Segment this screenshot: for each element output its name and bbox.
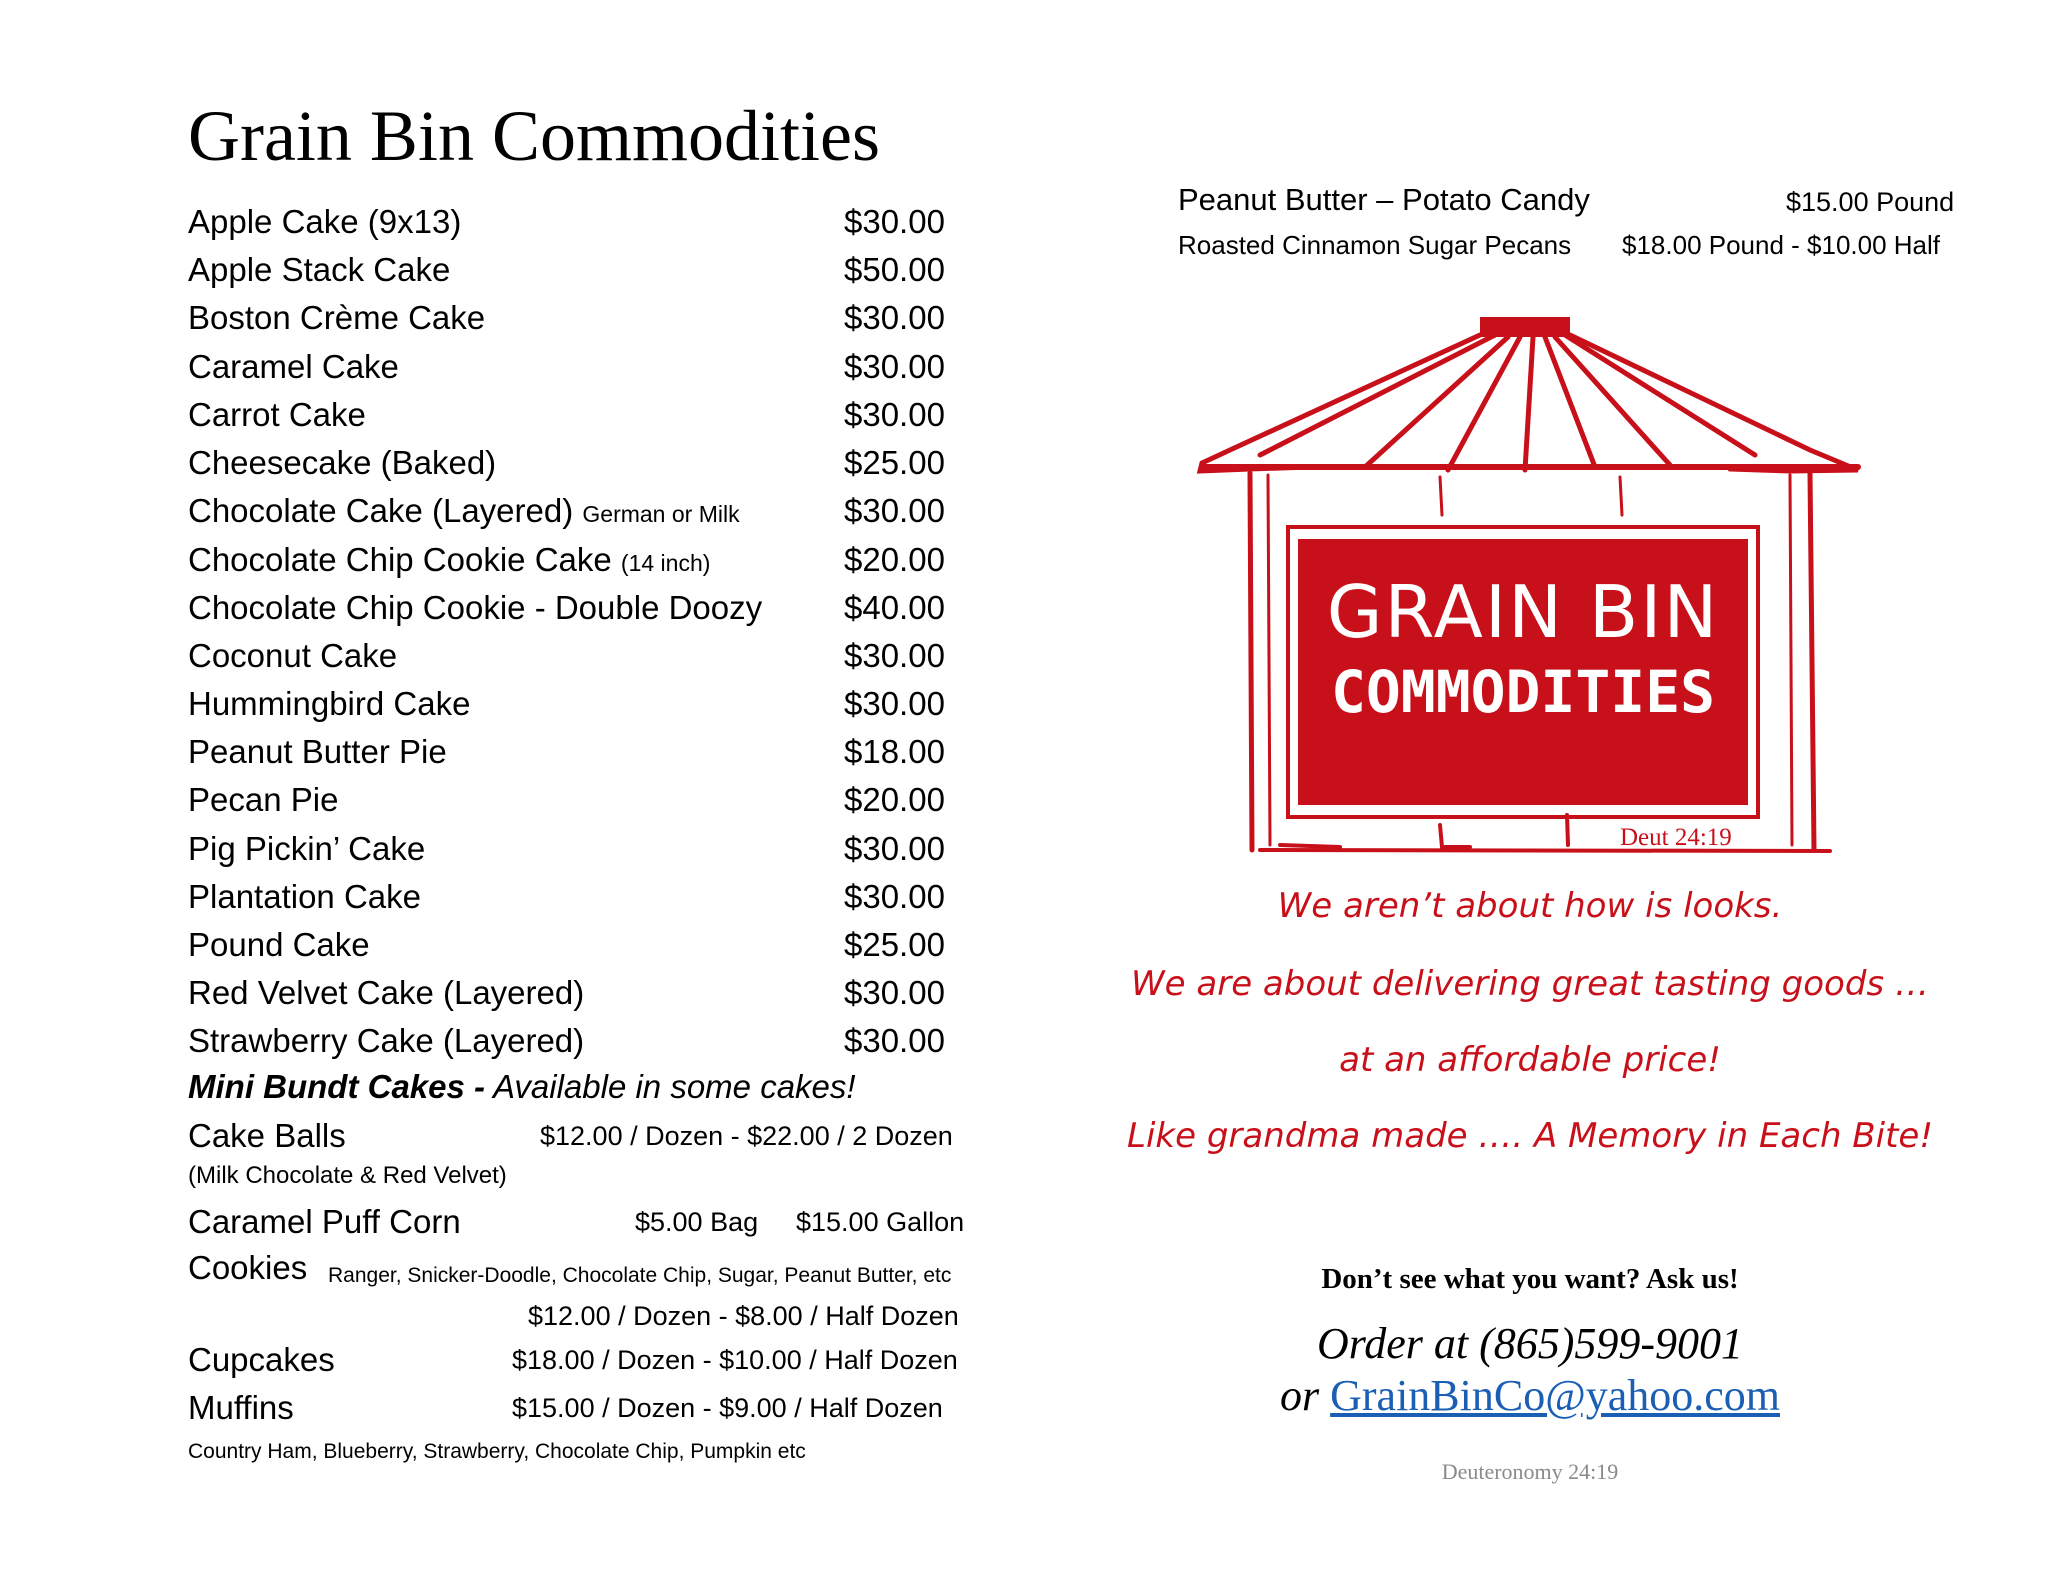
item-name: Caramel Cake [188, 348, 399, 385]
logo-line-2: COMMODITIES [1330, 658, 1716, 726]
item-price: $30.00 [844, 637, 945, 674]
puff-corn-gallon-price: $15.00 Gallon [796, 1207, 965, 1237]
item-price: $40.00 [844, 589, 945, 626]
item-name: Apple Stack Cake [188, 251, 451, 288]
cookies-varieties: Ranger, Snicker-Doodle, Chocolate Chip, Sugar, Peanut Butter, etc [328, 1264, 952, 1287]
menu-item [188, 200, 988, 244]
order-or: or [1279, 1371, 1320, 1420]
item-name: Chocolate Chip Cookie Cake [188, 541, 612, 578]
menu-item [188, 489, 988, 533]
tagline-3: at an affordable price! [1339, 1040, 1721, 1080]
menu-item [188, 875, 988, 919]
candy-price: $15.00 Pound [1786, 187, 1955, 217]
item-price: $30.00 [844, 299, 945, 336]
menu-item [188, 586, 988, 630]
pecans-name: Roasted Cinnamon Sugar Pecans [1178, 230, 1572, 260]
menu-item [188, 345, 988, 389]
item-name: Strawberry Cake (Layered) [188, 1022, 585, 1059]
menu-item [188, 538, 988, 582]
tagline-4: Like grandma made …. A Memory in Each Bite! [1127, 1116, 1933, 1156]
puff-corn-bag-price: $5.00 Bag [635, 1207, 759, 1237]
item-price: $30.00 [844, 348, 945, 385]
pecans-price: $18.00 Pound - $10.00 Half [1622, 230, 1941, 260]
item-price: $25.00 [844, 444, 945, 481]
item-name: Chocolate Cake (Layered) [188, 492, 574, 529]
item-price: $30.00 [844, 830, 945, 867]
item-name: Red Velvet Cake (Layered) [188, 974, 585, 1011]
item-price: $18.00 [844, 733, 945, 770]
menu-item [188, 971, 988, 1015]
item-note: German or Milk [582, 501, 740, 527]
item-price: $30.00 [844, 203, 945, 240]
footer-verse: Deuteronomy 24:19 [1441, 1459, 1619, 1484]
menu-item [188, 778, 988, 822]
item-name: Pig Pickin’ Cake [188, 830, 426, 867]
item-price: $20.00 [844, 541, 945, 578]
mini-bundt-text: Available in some cakes! [492, 1068, 856, 1105]
logo-verse: Deut 24:19 [1620, 824, 1732, 851]
order-email-line [1090, 1370, 1970, 1422]
item-price: $50.00 [844, 251, 945, 288]
order-phone: Order at (865)599-9001 [1316, 1319, 1744, 1368]
mini-bundt-note [188, 1065, 856, 1109]
menu-item [188, 296, 988, 340]
item-name: Carrot Cake [188, 396, 366, 433]
candy-name: Peanut Butter – Potato Candy [1178, 182, 1590, 217]
menu-item [188, 827, 988, 871]
item-price: $30.00 [844, 492, 945, 529]
item-name: Coconut Cake [188, 637, 398, 674]
item-name: Pound Cake [188, 926, 370, 963]
ask-us-text: Don’t see what you want? Ask us! [1321, 1263, 1739, 1295]
menu-item [188, 248, 988, 292]
item-price: $25.00 [844, 926, 945, 963]
muffins-varieties: Country Ham, Blueberry, Strawberry, Chocolate Chip, Pumpkin etc [188, 1440, 806, 1463]
item-name: Plantation Cake [188, 878, 421, 915]
item-price: $30.00 [844, 878, 945, 915]
tagline-1: We aren’t about how is looks. [1277, 886, 1783, 926]
item-price: $20.00 [844, 781, 945, 818]
logo-line-1: GRAIN BIN [1326, 570, 1720, 654]
grain-bin-logo [1190, 305, 1870, 865]
menu-item [188, 923, 988, 967]
item-name: Cheesecake (Baked) [188, 444, 497, 481]
cupcakes-name: Cupcakes [188, 1341, 335, 1378]
cupcakes-price: $18.00 / Dozen - $10.00 / Half Dozen [512, 1345, 958, 1375]
tagline-2: We are about delivering great tasting goods … [1131, 964, 1929, 1004]
menu-item [188, 682, 988, 726]
item-name: Peanut Butter Pie [188, 733, 447, 770]
menu-item [188, 393, 988, 437]
email-link[interactable]: GrainBinCo@yahoo.com [1330, 1371, 1781, 1420]
menu-item [188, 441, 988, 485]
item-name: Hummingbird Cake [188, 685, 471, 722]
item-name: Boston Crème Cake [188, 299, 486, 336]
page-title: Grain Bin Commodities [188, 96, 880, 176]
muffins-name: Muffins [188, 1389, 294, 1426]
item-name: Apple Cake (9x13) [188, 203, 462, 240]
item-name: Pecan Pie [188, 781, 339, 818]
item-price: $30.00 [844, 974, 945, 1011]
cookies-price: $12.00 / Dozen - $8.00 / Half Dozen [528, 1301, 959, 1331]
item-name: Chocolate Chip Cookie - Double Doozy [188, 589, 763, 626]
item-price: $30.00 [844, 1022, 945, 1059]
menu-item [188, 634, 988, 678]
cake-balls-flavors: (Milk Chocolate & Red Velvet) [188, 1162, 507, 1189]
puff-corn-name: Caramel Puff Corn [188, 1203, 461, 1240]
cake-balls-price: $12.00 / Dozen - $22.00 / 2 Dozen [540, 1121, 953, 1151]
cake-balls-name: Cake Balls [188, 1117, 346, 1154]
muffins-price: $15.00 / Dozen - $9.00 / Half Dozen [512, 1393, 943, 1423]
item-price: $30.00 [844, 685, 945, 722]
item-price: $30.00 [844, 396, 945, 433]
menu-item [188, 730, 988, 774]
mini-bundt-label: Mini Bundt Cakes - [188, 1068, 486, 1105]
cookies-name: Cookies [188, 1249, 308, 1286]
item-note: (14 inch) [620, 550, 711, 576]
menu-item [188, 1019, 988, 1063]
